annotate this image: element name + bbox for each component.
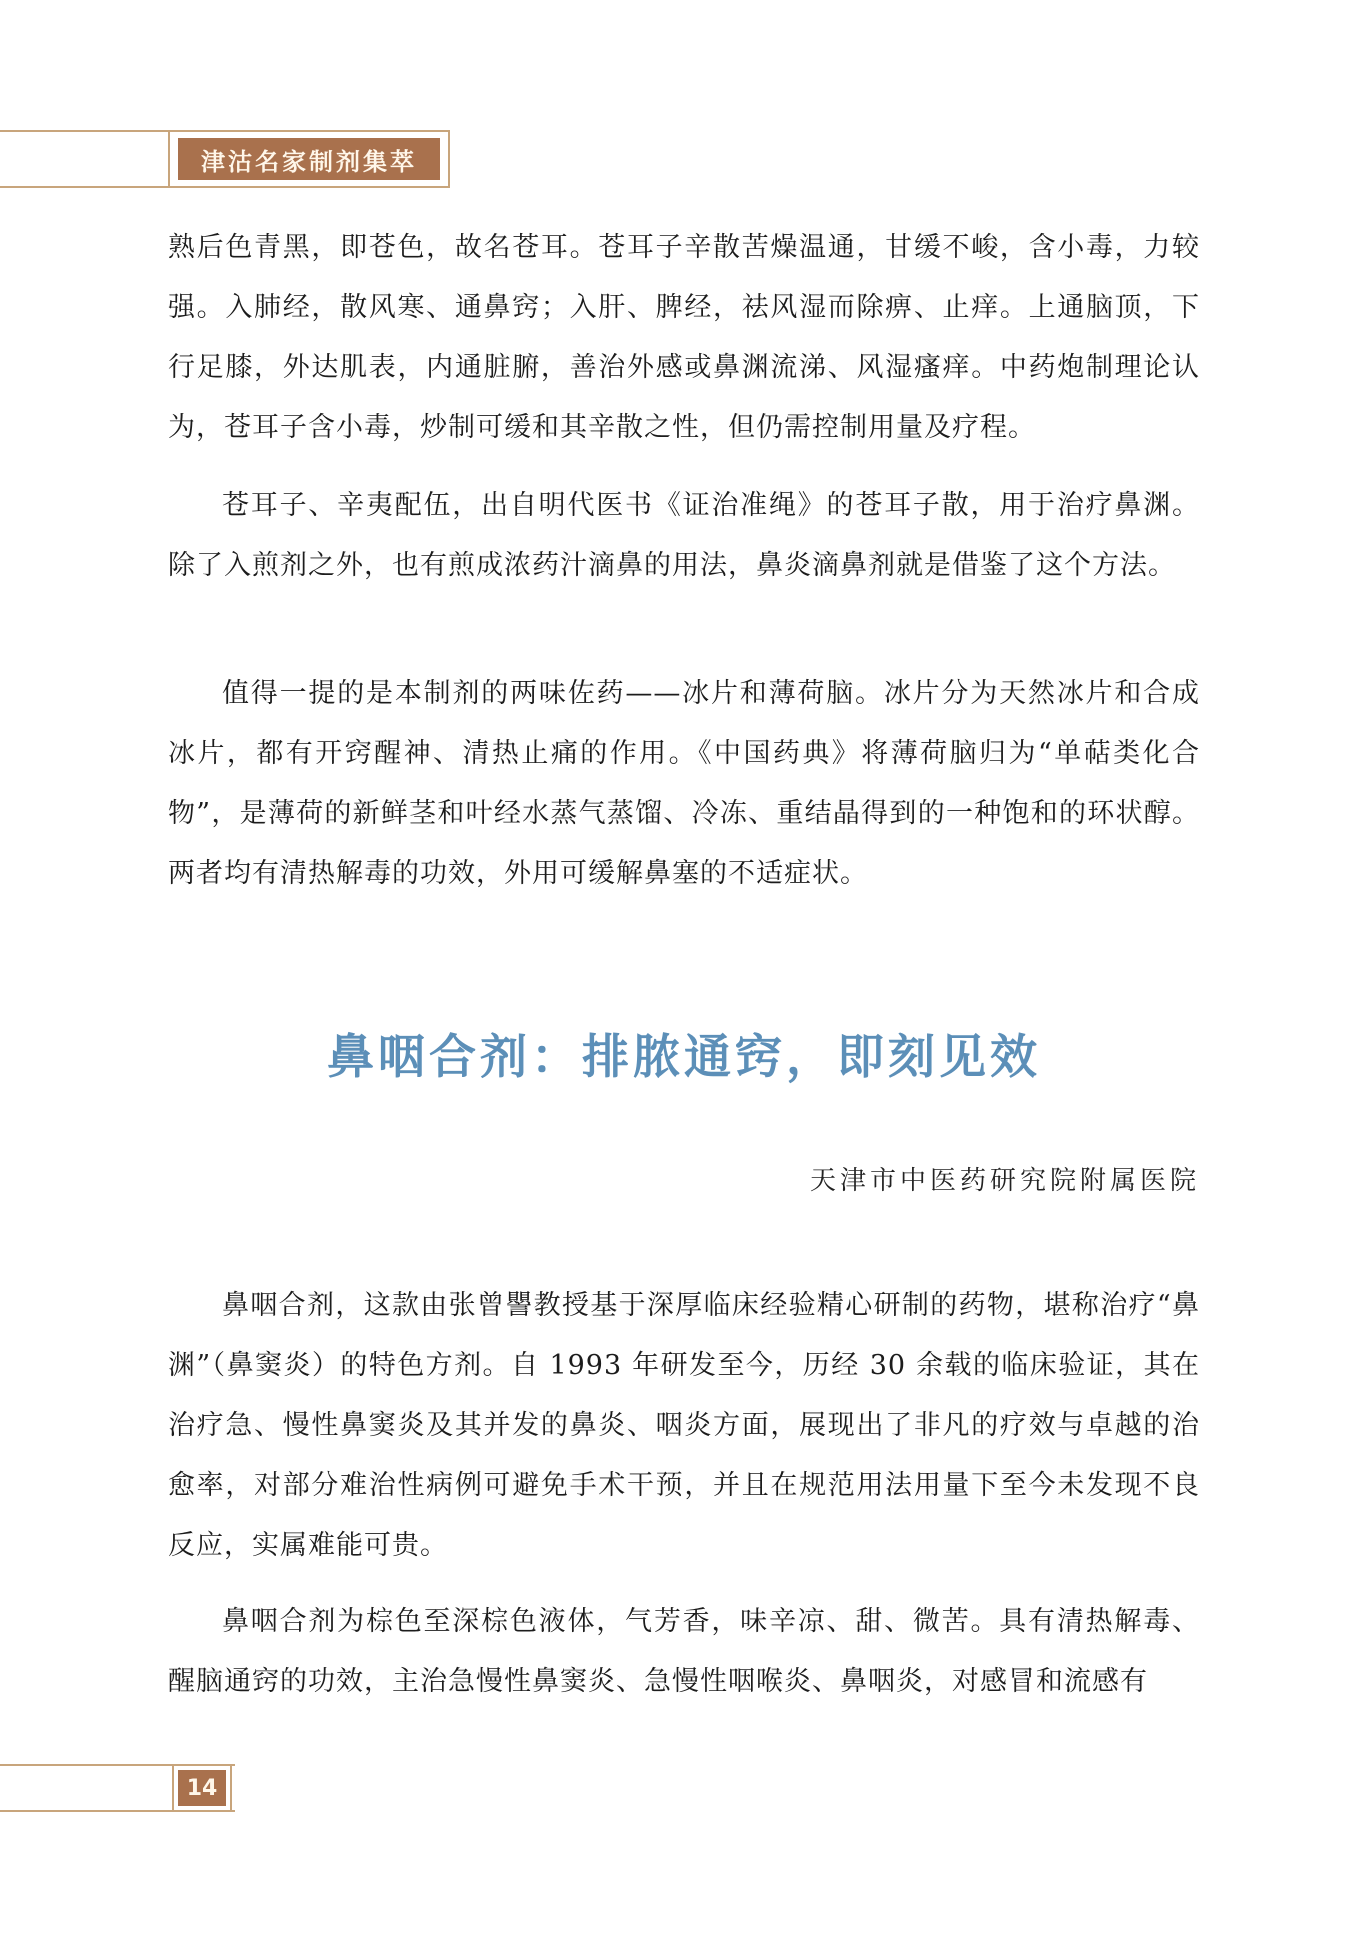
- article-author: 天津市中医药研究院附属医院: [809, 1166, 1200, 1196]
- article-title: 鼻咽合剂：排脓通窍，即刻见效: [327, 1030, 1041, 1085]
- paragraph: 值得一提的是本制剂的两味佐药——冰片和薄荷脑。冰片分为天然冰片和合成冰片，都有开窍醒神、清热止痛的作用。《中国药典》将薄荷脑归为“单萜类化合物”，是薄荷的新鲜茎和叶经水蒸气蒸馏、冷冻、重结晶得到的一种饱和的环状醇。两者均有清热解毒的功效，外用可缓解鼻塞的不适症状。: [168, 678, 1200, 889]
- paragraph: 苍耳子、辛夷配伍，出自明代医书《证治准绳》的苍耳子散，用于治疗鼻渊。除了入煎剂之外，也有煎成浓药汁滴鼻的用法，鼻炎滴鼻剂就是借鉴了这个方法。: [168, 490, 1200, 581]
- paragraph: 鼻咽合剂，这款由张曾譻教授基于深厚临床经验精心研制的药物，堪称治疗“鼻渊”（鼻窦炎）的特色方剂。自 1993 年研发至今，历经 30 余载的临床验证，其在治疗急、慢性鼻窦炎及其并发的鼻炎、咽炎方面，展现出了非凡的疗效与卓越的治愈率，对部分难治性病例可避免手术干预，并且在规范用法用量下至今未发现不良反应，实属难能可贵。: [168, 1290, 1200, 1561]
- page-number-box: [172, 1764, 232, 1812]
- paragraph: 鼻咽合剂为棕色至深棕色液体，气芳香，味辛凉、甜、微苦。具有清热解毒、醒脑通窍的功效，主治急慢性鼻窦炎、急慢性咽喉炎、鼻咽炎，对感冒和流感有: [168, 1606, 1200, 1697]
- running-header-title: 津沽名家制剂集萃: [178, 138, 440, 180]
- page-number: 14: [178, 1770, 226, 1806]
- paragraph: 熟后色青黑，即苍色，故名苍耳。苍耳子辛散苦燥温通，甘缓不峻，含小毒，力较强。入肺经，散风寒、通鼻窍；入肝、脾经，祛风湿而除痹、止痒。上通脑顶，下行足膝，外达肌表，内通脏腑，善治外感或鼻渊流涕、风湿瘙痒。中药炮制理论认为，苍耳子含小毒，炒制可缓和其辛散之性，但仍需控制用量及疗程。: [168, 232, 1200, 443]
- header-rule-bottom: [0, 186, 168, 188]
